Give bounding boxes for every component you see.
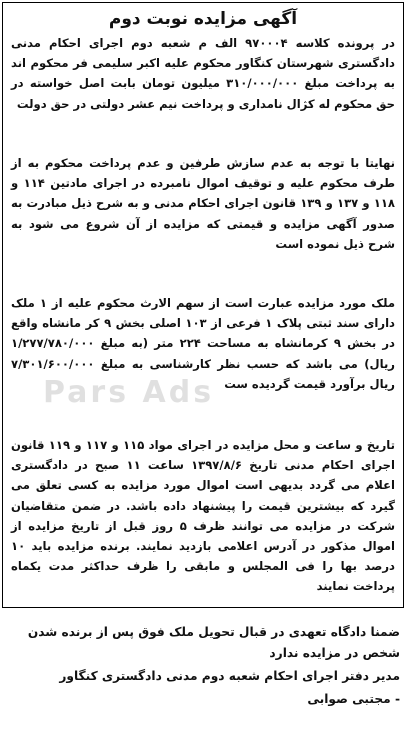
- notice-title: آگهی مزایده نوبت دوم: [108, 9, 298, 29]
- watermark-logo: Pars Ads: [43, 375, 215, 410]
- notice-paragraph-auction-date: تاریخ و ساعت و محل مزایده در اجرای مواد ۱۱۵ و ۱۱۷ و ۱۱۹ قانون اجرای احکام مدنی تاریخ ۱۳۹۷/۸/۶ ساعت ۱۱ صبح در دادگستری اعلام می گردد بدیهی است اموال مورد مزایده به کسی تعلق می گیرد که بیشترین قیمت را پیشنهاد داده باشد. در ضمن متقاضیان شرکت در مزایده می توانند ظرف ۵ روز قبل از تاریخ مزایده از اموال مذکور در آدرس اعلامی بازدید نمایند. برنده مزایده باید ۱۰ درصد بها را فی المجلس و مابقی را ظرف حداکثر مدت یکماه پرداخت نمایند: [11, 438, 396, 594]
- notice-paragraph-seizure: نهایتا با توجه به عدم سازش طرفین و عدم پرداخت محکوم به از طرف محکوم علیه و توقیف اموال نامبرده در اجرای مادتین ۱۱۴ و ۱۱۸ و ۱۳۷ و ۱۳۹ قانون اجرای احکام مدنی و به شرح ذیل مبادرت به صدور آگهی مزایده و قیمتی که مزایده از آن شروع می شود به شرح ذیل نموده است: [11, 156, 395, 251]
- footer-disclaimer: ضمنا دادگاه تعهدی در قبال تحویل ملک فوق پس از برنده شدن شخص در مزایده ندارد: [27, 625, 400, 660]
- notice-paragraph-case: در پرونده کلاسه ۹۷۰۰۰۴ الف م شعبه دوم اجرای احکام مدنی دادگستری شهرستان کنگاور محکوم علیه اکبر سلیمی فر محکوم اند به پرداخت مبلغ ۳۱۰/۰۰۰/۰۰۰ میلیون تومان بابت اصل خواسته در حق محکوم له کژال نامداری و پرداخت نیم عشر دولتی در حق دولت: [11, 36, 395, 111]
- footer-signatory-name: - مجتبی صوابی: [307, 692, 400, 706]
- notice-paragraph-property: ملک مورد مزایده عبارت است از سهم الارث محکوم علیه از ۱ ملک دارای سند ثبتی پلاک ۱ فرعی از ۱۰۳ اصلی بخش ۹ کر مانشاه واقع در بخش ۹ کرمانشاه به مساحت ۲۲۴ متر (به مبلغ ۱/۲۷۷/۷۸۰/۰۰۰ ریال) می باشد که حسب نظر کارشناسی به مبلغ ۷/۳۰۱/۶۰۰/۰۰۰ ریال برآورد قیمت گردیده ست: [11, 296, 396, 391]
- footer-signatory-title: مدیر دفتر اجرای احکام شعبه دوم مدنی دادگستری کنگاور: [59, 669, 400, 683]
- notice-footer: [8, 622, 400, 747]
- auction-notice-box: [2, 2, 404, 608]
